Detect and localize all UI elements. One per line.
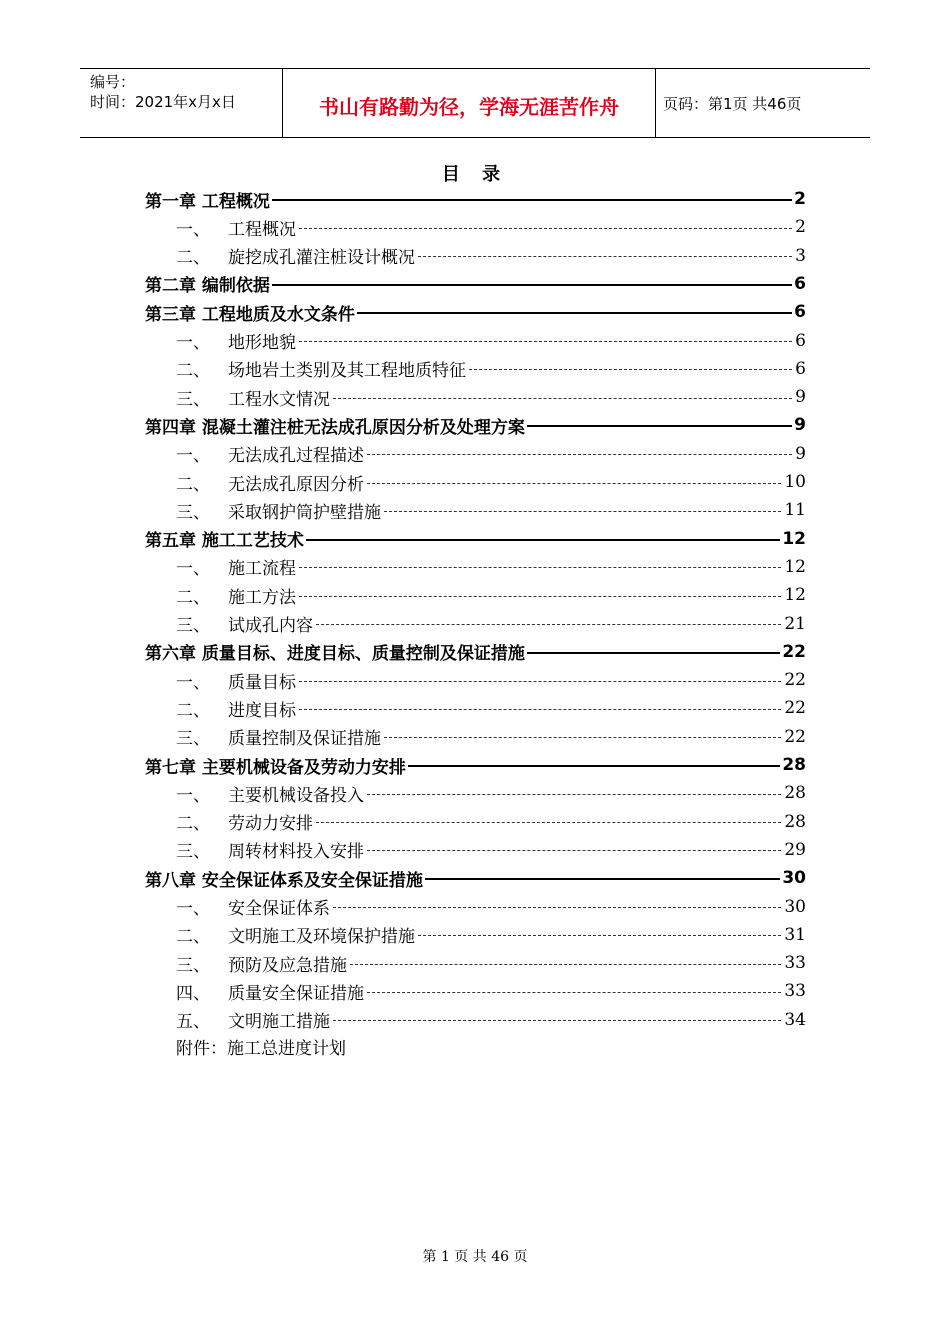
toc-page-number: 10 — [784, 472, 806, 492]
toc-page-number: 3 — [795, 245, 806, 266]
toc-leader-line — [272, 284, 792, 286]
toc-entry-title — [176, 809, 313, 834]
toc-section-row — [176, 950, 806, 976]
toc-page-number: 28 — [784, 783, 806, 804]
toc-page-number: 12 — [784, 585, 806, 606]
document-number-label: 编号： — [90, 73, 136, 91]
toc-chapter-row — [145, 865, 806, 891]
toc-page-number: 9 — [794, 415, 806, 436]
toc-entry-title — [176, 554, 296, 579]
toc-entry-number: 二、 — [176, 248, 210, 269]
toc-entry-text: 旋挖成孔灌注桩设计概况 — [228, 248, 415, 269]
toc-page-number: 6 — [794, 302, 806, 323]
toc-leader-line — [333, 907, 781, 908]
toc-entry-text: 预防及应急措施 — [228, 955, 347, 976]
toc-page-number: 6 — [794, 273, 806, 294]
toc-entry-number: 二、 — [176, 814, 210, 835]
toc-entry-text: 周转材料投入安排 — [228, 842, 364, 863]
toc-leader-line — [367, 992, 781, 993]
toc-entry-title: 第七章 主要机械设备及劳动力安排 — [145, 757, 406, 778]
toc-leader-line — [350, 964, 781, 965]
toc-leader-line — [469, 369, 792, 370]
toc-entry-title — [176, 979, 364, 1004]
toc-leader-line — [316, 624, 781, 625]
toc-entry-title: 第八章 安全保证体系及安全保证措施 — [145, 870, 423, 891]
toc-entry-number: 一、 — [176, 219, 210, 240]
toc-leader-line — [408, 765, 780, 767]
toc-section-row — [176, 441, 806, 467]
toc-leader-line — [418, 256, 792, 257]
toc-leader-line — [384, 737, 781, 738]
page-header — [80, 68, 870, 138]
header-page-cell — [655, 69, 870, 137]
toc-entry-number: 二、 — [176, 474, 210, 495]
toc-entry-text: 质量安全保证措施 — [228, 983, 364, 1004]
toc-entry-title — [176, 215, 296, 240]
toc-entry-number: 二、 — [176, 700, 210, 721]
toc-page-number: 9 — [795, 387, 806, 408]
toc-page-number: 22 — [784, 726, 806, 747]
toc-entry-title — [176, 1007, 330, 1032]
toc-section-row — [176, 469, 806, 495]
toc-section-row — [176, 582, 806, 608]
toc-section-row — [176, 356, 806, 382]
toc-leader-line — [299, 596, 781, 597]
toc-page-number: 11 — [784, 500, 806, 521]
toc-section-row — [176, 497, 806, 523]
toc-section-row — [176, 780, 806, 806]
toc-entry-title — [176, 441, 364, 466]
toc-page-number: 30 — [782, 868, 806, 889]
toc-chapter-row — [145, 412, 806, 438]
toc-entry-title — [176, 696, 296, 721]
toc-entry-number: 四、 — [176, 983, 210, 1004]
toc-section-row — [176, 243, 806, 269]
toc-entry-text: 采取钢护筒护壁措施 — [228, 502, 381, 523]
header-info-cell — [80, 69, 282, 137]
toc-leader-line — [306, 539, 780, 541]
toc-page-number: 9 — [795, 443, 806, 464]
toc-leader-line — [367, 850, 781, 851]
toc-page-number: 33 — [784, 953, 806, 974]
toc-entry-text: 主要机械设备投入 — [228, 785, 364, 806]
toc-entry-number: 三、 — [176, 616, 210, 636]
toc-entry-number: 一、 — [176, 333, 210, 353]
toc-entry-number: 一、 — [176, 785, 210, 806]
toc-entry-text: 施工方法 — [228, 587, 296, 608]
toc-entry-title: 第四章 混凝土灌注桩无法成孔原因分析及处理方案 — [145, 417, 525, 438]
toc-section-row — [176, 667, 806, 693]
toc-leader-line — [333, 398, 792, 399]
toc-page-number: 6 — [795, 358, 806, 379]
toc-entry-title: 第六章 质量目标、进度目标、质量控制及保证措施 — [145, 644, 525, 665]
toc-page-number: 22 — [784, 698, 806, 719]
toc-leader-line — [299, 567, 781, 568]
toc-chapter-row — [145, 299, 806, 325]
toc-entry-text: 无法成孔过程描述 — [228, 446, 364, 467]
document-time-label: 时间：2021年x月x日 — [90, 93, 236, 111]
toc-entry-title: 第五章 施工工艺技术 — [145, 531, 304, 552]
toc-chapter-row — [145, 271, 806, 297]
toc-page-number: 34 — [784, 1009, 806, 1030]
toc-entry-title — [176, 922, 415, 947]
toc-chapter-row — [145, 639, 806, 665]
toc-entry-text: 文明施工及环境保护措施 — [228, 927, 415, 948]
toc-section-row — [176, 1007, 806, 1033]
toc-chapter-row — [145, 752, 806, 778]
toc-page-number: 28 — [784, 811, 806, 832]
toc-section-row — [176, 695, 806, 721]
toc-entry-text: 工程水文情况 — [228, 389, 330, 410]
header-page-info: 页码：第1页 共46页 — [663, 95, 802, 113]
toc-page-number: 21 — [784, 613, 806, 634]
toc-entry-title: 第二章 编制依据 — [145, 276, 270, 297]
toc-section-row — [176, 894, 806, 920]
toc-entry-title — [176, 951, 347, 976]
toc-entry-title — [176, 781, 364, 806]
toc-entry-title — [176, 328, 296, 353]
toc-leader-line — [384, 511, 781, 512]
toc-page-number: 2 — [795, 217, 806, 238]
toc-entry-title: 第三章 工程地质及水文条件 — [145, 304, 355, 325]
toc-entry-text: 文明施工措施 — [228, 1012, 330, 1033]
toc-page-number: 22 — [782, 641, 806, 662]
toc-entry-text: 地形地貌 — [228, 333, 296, 353]
toc-page-number: 30 — [784, 896, 806, 917]
toc-entry-number: 二、 — [176, 361, 210, 382]
toc-leader-line — [367, 454, 792, 455]
toc-leader-line — [418, 935, 781, 936]
toc-page-number: 2 — [794, 189, 806, 209]
toc-entry-text: 施工流程 — [228, 559, 296, 580]
toc-page-number: 29 — [784, 839, 806, 860]
toc-section-row — [176, 611, 806, 637]
toc-entry-title — [176, 385, 330, 410]
toc-entry-text: 场地岩土类别及其工程地质特征 — [228, 361, 466, 382]
toc-chapter-row — [145, 526, 806, 552]
toc-page-number: 22 — [784, 670, 806, 691]
toc-entry-number: 一、 — [176, 446, 210, 467]
toc-entry-text: 安全保证体系 — [228, 899, 330, 919]
toc-entry-title — [176, 583, 296, 608]
toc-entry-title — [176, 498, 381, 523]
toc-leader-line — [357, 312, 792, 314]
toc-entry-title — [176, 837, 364, 862]
page-footer: 第 1 页 共 46 页 — [422, 1249, 528, 1265]
toc-entry-title — [176, 668, 296, 693]
toc-section-row — [176, 384, 806, 410]
toc-entry-number: 二、 — [176, 927, 210, 948]
toc-section-row — [176, 809, 806, 835]
toc-entry-number: 一、 — [176, 559, 210, 580]
toc-leader-line — [425, 878, 780, 880]
toc-entry-number: 五、 — [176, 1012, 210, 1033]
toc-page-number: 33 — [784, 981, 806, 1002]
toc-entry-number: 一、 — [176, 672, 210, 693]
toc-chapter-row — [145, 186, 806, 212]
toc-entry-title — [176, 611, 313, 636]
toc-page-number: 12 — [782, 528, 806, 549]
toc-entry-number: 三、 — [176, 955, 210, 976]
toc-entry-text: 试成孔内容 — [228, 616, 313, 636]
toc-entry-text: 质量目标 — [228, 672, 296, 693]
toc-leader-line — [272, 199, 792, 201]
toc-page-number: 28 — [782, 755, 806, 775]
toc-entry-title — [176, 470, 364, 495]
toc-page-number: 6 — [795, 330, 806, 351]
toc-section-row — [176, 328, 806, 354]
toc-leader-line — [367, 794, 781, 795]
toc-entry-text: 工程概况 — [228, 219, 296, 240]
toc-section-row — [176, 837, 806, 863]
toc-leader-line — [367, 483, 781, 484]
toc-section-row — [176, 922, 806, 948]
header-motto-cell — [282, 69, 656, 137]
toc-leader-line — [527, 652, 780, 654]
toc-title: 目 录 — [441, 164, 509, 185]
appendix-line: 附件：施工总进度计划 — [176, 1039, 346, 1059]
toc-section-row — [176, 978, 806, 1004]
toc-leader-line — [333, 1020, 781, 1021]
toc-entry-number: 一、 — [176, 899, 210, 919]
toc-entry-number: 三、 — [176, 502, 210, 523]
toc-page-number: 31 — [784, 924, 806, 945]
toc-entry-number: 三、 — [176, 842, 210, 863]
toc-entry-title — [176, 356, 466, 381]
toc-leader-line — [299, 681, 781, 682]
toc-entry-title — [176, 894, 330, 919]
header-motto: 书山有路勤为径，学海无涯苦作舟 — [319, 95, 619, 119]
toc-entry-text: 进度目标 — [228, 700, 296, 721]
toc-entry-text: 无法成孔原因分析 — [228, 474, 364, 495]
toc-section-row — [176, 554, 806, 580]
toc-leader-line — [316, 822, 781, 823]
toc-leader-line — [527, 425, 792, 427]
toc-leader-line — [299, 709, 781, 710]
toc-entry-number: 三、 — [176, 389, 210, 410]
toc-page-number: 12 — [784, 556, 806, 577]
toc-leader-line — [299, 341, 792, 342]
toc-section-row — [176, 724, 806, 750]
toc-section-row — [176, 214, 806, 240]
toc-entry-title — [176, 724, 381, 749]
toc-entry-number: 二、 — [176, 587, 210, 608]
toc-entry-text: 质量控制及保证措施 — [228, 729, 381, 750]
toc-entry-title — [176, 243, 415, 268]
toc-entry-number: 三、 — [176, 729, 210, 750]
toc-entry-text: 劳动力安排 — [228, 814, 313, 835]
toc-leader-line — [299, 228, 792, 229]
toc-entry-title: 第一章 工程概况 — [145, 191, 270, 212]
